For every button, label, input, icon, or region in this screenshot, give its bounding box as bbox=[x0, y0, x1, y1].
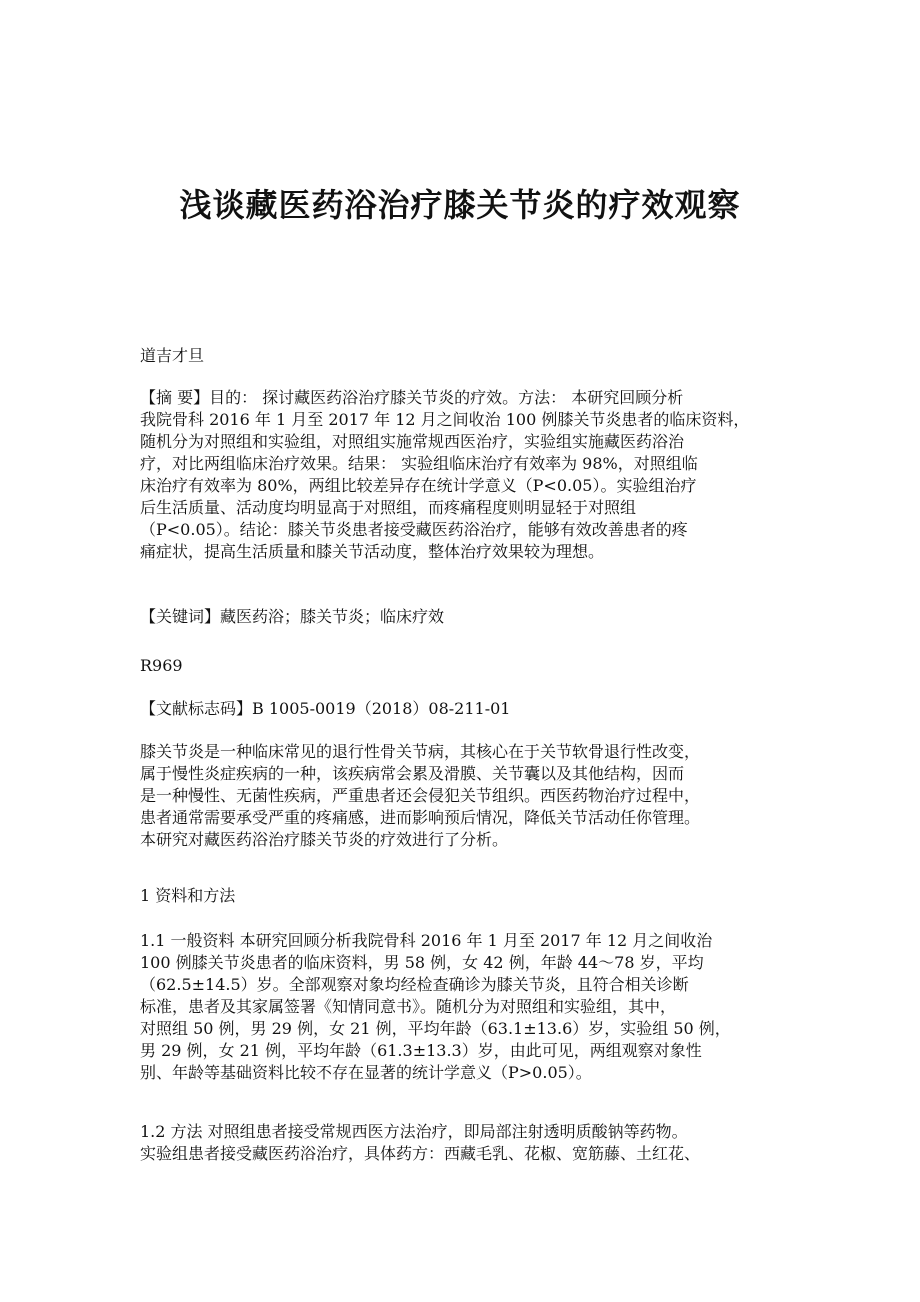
section-1-2-paragraph bbox=[140, 1121, 790, 1165]
paper-title: 浅谈藏医药浴治疗膝关节炎的疗效观察 bbox=[179, 186, 741, 224]
abstract-line: 后生活质量、活动度均明显高于对照组，而疼痛程度则明显轻于对照组 bbox=[140, 498, 637, 517]
section-1-1-line: 1.1 一般资料 本研究回顾分析我院骨科 2016 年 1 月至 2017 年 12 月之间收治 bbox=[140, 931, 713, 950]
section-1-1-line: 男 29 例，女 21 例，平均年龄（61.3±13.3）岁，由此可见，两组观察对象性 bbox=[140, 1041, 702, 1060]
abstract-line: （P<0.05）。结论：膝关节炎患者接受藏医药浴治疗，能够有效改善患者的疼 bbox=[140, 520, 688, 539]
abstract-line: 我院骨科 2016 年 1 月至 2017 年 12 月之间收治 100 例膝关节炎患者的临床资料， bbox=[140, 410, 750, 429]
intro-line: 膝关节炎是一种临床常见的退行性骨关节病，其核心在于关节软骨退行性改变， bbox=[140, 742, 701, 761]
section-1-2-line: 实验组患者接受藏医药浴治疗，具体药方：西藏毛乳、花椒、宽筋藤、土红花、 bbox=[140, 1144, 701, 1163]
keywords-line: 【关键词】藏医药浴；膝关节炎；临床疗效 bbox=[140, 607, 445, 626]
author-name: 道吉才旦 bbox=[140, 346, 205, 365]
intro-line: 本研究对藏医药浴治疗膝关节炎的疗效进行了分析。 bbox=[140, 830, 509, 849]
section-1-1-line: 对照组 50 例，男 29 例，女 21 例，平均年龄（63.1±13.6）岁，实验组 50 例， bbox=[140, 1019, 731, 1038]
abstract-paragraph bbox=[140, 387, 790, 563]
document-id-code: 【文献标志码】B 1005-0019（2018）08-211-01 bbox=[140, 699, 511, 718]
classification-code: R969 bbox=[140, 656, 183, 675]
section-1-1-line: 100 例膝关节炎患者的临床资料，男 58 例，女 42 例，年龄 44～78 岁，平均 bbox=[140, 953, 704, 972]
intro-line: 属于慢性炎症疾病的一种，该疾病常会累及滑膜、关节囊以及其他结构，因而 bbox=[140, 764, 685, 783]
abstract-line: 床治疗有效率为 80%，两组比较差异存在统计学意义（P<0.05）。实验组治疗 bbox=[140, 476, 697, 495]
section-1-1-paragraph bbox=[140, 930, 790, 1084]
abstract-line: 疗，对比两组临床治疗效果。结果： 实验组临床治疗有效率为 98%，对照组临 bbox=[140, 454, 698, 473]
intro-line: 患者通常需要承受严重的疼痛感，进而影响预后情况，降低关节活动任你管理。 bbox=[140, 808, 701, 827]
section-1-2-line: 1.2 方法 对照组患者接受常规西医方法治疗，即局部注射透明质酸钠等药物。 bbox=[140, 1122, 688, 1141]
section-1-1-line: 标准，患者及其家属签署《知情同意书》。随机分为对照组和实验组，其中， bbox=[140, 997, 677, 1016]
section-1-1-line: 别、年龄等基础资料比较不存在显著的统计学意义（P>0.05）。 bbox=[140, 1063, 592, 1082]
section-1-1-line: （62.5±14.5）岁。全部观察对象均经检查确诊为膝关节炎，且符合相关诊断 bbox=[140, 975, 689, 994]
abstract-line: 【摘 要】目的： 探讨藏医药浴治疗膝关节炎的疗效。方法： 本研究回顾分析 bbox=[140, 388, 684, 407]
abstract-line: 随机分为对照组和实验组，对照组实施常规西医治疗，实验组实施藏医药浴治 bbox=[140, 432, 685, 451]
section-heading: 1 资料和方法 bbox=[140, 886, 236, 905]
abstract-line: 痛症状，提高生活质量和膝关节活动度，整体治疗效果较为理想。 bbox=[140, 542, 605, 561]
intro-line: 是一种慢性、无菌性疾病，严重患者还会侵犯关节组织。西医药物治疗过程中， bbox=[140, 786, 701, 805]
intro-paragraph bbox=[140, 741, 790, 851]
